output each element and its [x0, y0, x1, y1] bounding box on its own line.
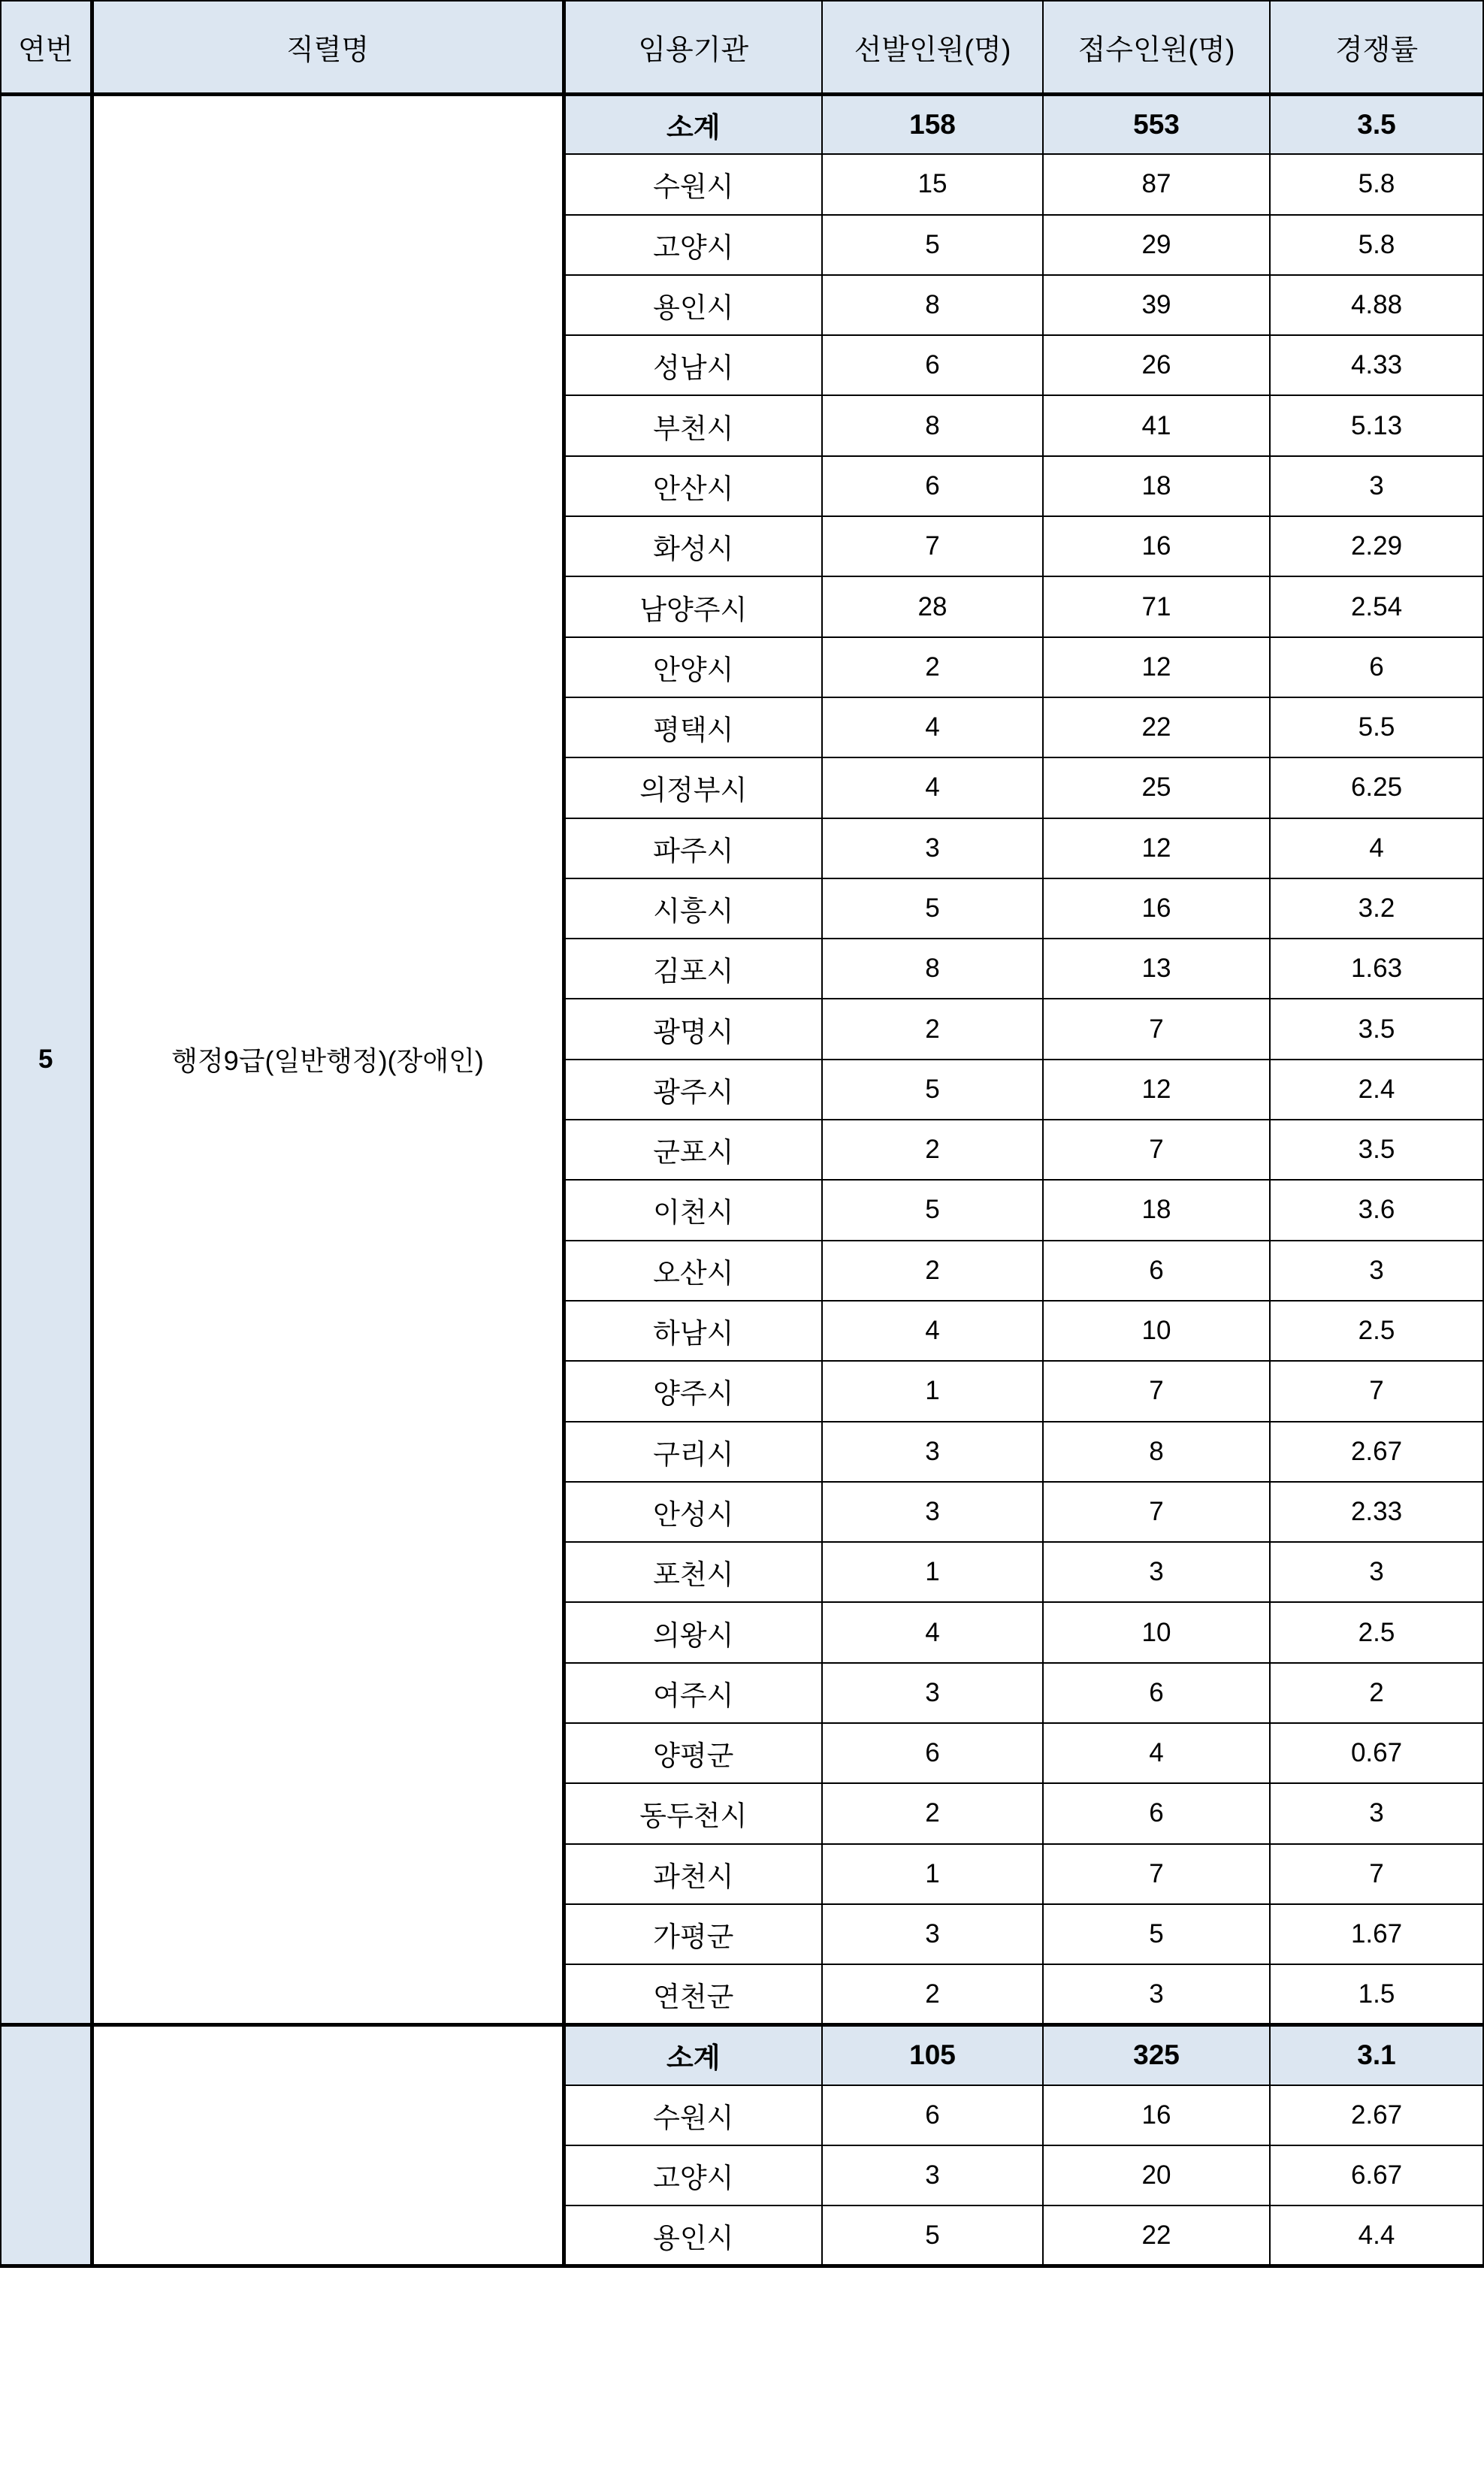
- rate-cell: 4: [1270, 818, 1483, 878]
- rate-cell: 3.2: [1270, 878, 1483, 939]
- applicants-cell: 7: [1043, 1361, 1270, 1421]
- applicants-cell: 6: [1043, 1663, 1270, 1723]
- applicants-cell: 18: [1043, 456, 1270, 516]
- selected-cell: 5: [822, 878, 1043, 939]
- org-cell: 의정부시: [564, 757, 822, 818]
- rate-cell: 7: [1270, 1844, 1483, 1904]
- rate-cell: 7: [1270, 1361, 1483, 1421]
- org-cell: 여주시: [564, 1663, 822, 1723]
- subtotal-label-cell: 소계: [564, 94, 822, 154]
- selected-cell: 8: [822, 939, 1043, 999]
- applicants-cell: 20: [1043, 2145, 1270, 2205]
- job-title-cell: 행정9급(일반행정)(장애인): [92, 94, 564, 2025]
- org-cell: 구리시: [564, 1422, 822, 1482]
- applicants-cell: 22: [1043, 697, 1270, 757]
- applicants-cell: 16: [1043, 516, 1270, 576]
- org-cell: 이천시: [564, 1180, 822, 1240]
- org-cell: 부천시: [564, 395, 822, 455]
- rate-cell: 6.67: [1270, 2145, 1483, 2205]
- selected-cell: 4: [822, 697, 1043, 757]
- rate-cell: 5.5: [1270, 697, 1483, 757]
- org-cell: 김포시: [564, 939, 822, 999]
- selected-cell: 2: [822, 1120, 1043, 1180]
- selected-cell: 8: [822, 395, 1043, 455]
- serial-number-cell: 5: [1, 94, 92, 2025]
- org-cell: 용인시: [564, 275, 822, 335]
- table-group: [1, 94, 1483, 2025]
- header-no: 연번: [1, 1, 92, 94]
- selected-cell: 4: [822, 1602, 1043, 1662]
- applicants-cell: 71: [1043, 576, 1270, 636]
- rate-cell: 3: [1270, 1542, 1483, 1602]
- org-cell: 안산시: [564, 456, 822, 516]
- subtotal-applicants-cell: 553: [1043, 94, 1270, 154]
- rate-cell: 6.25: [1270, 757, 1483, 818]
- header-org: 임용기관: [564, 1, 822, 94]
- rate-cell: 2.67: [1270, 1422, 1483, 1482]
- rate-cell: 2.5: [1270, 1602, 1483, 1662]
- header-selected: 선발인원(명): [822, 1, 1043, 94]
- org-cell: 동두천시: [564, 1783, 822, 1843]
- applicants-cell: 7: [1043, 1120, 1270, 1180]
- selected-cell: 2: [822, 999, 1043, 1059]
- selected-cell: 3: [822, 2145, 1043, 2205]
- subtotal-applicants-cell: 325: [1043, 2025, 1270, 2085]
- subtotal-rate-cell: 3.1: [1270, 2025, 1483, 2085]
- applicants-cell: 29: [1043, 215, 1270, 275]
- rate-cell: 2.5: [1270, 1301, 1483, 1361]
- subtotal-label-cell: 소계: [564, 2025, 822, 2085]
- rate-cell: 1.67: [1270, 1904, 1483, 1964]
- header-applicants: 접수인원(명): [1043, 1, 1270, 94]
- org-cell: 평택시: [564, 697, 822, 757]
- header-rate: 경쟁률: [1270, 1, 1483, 94]
- applicants-cell: 16: [1043, 2085, 1270, 2145]
- org-cell: 양평군: [564, 1723, 822, 1783]
- rate-cell: 3: [1270, 1241, 1483, 1301]
- org-cell: 의왕시: [564, 1602, 822, 1662]
- rate-cell: 5.8: [1270, 154, 1483, 214]
- header-job: 직렬명: [92, 1, 564, 94]
- org-cell: 양주시: [564, 1361, 822, 1421]
- applicants-cell: 18: [1043, 1180, 1270, 1240]
- selected-cell: 1: [822, 1844, 1043, 1904]
- selected-cell: 3: [822, 1482, 1043, 1542]
- rate-cell: 3: [1270, 1783, 1483, 1843]
- applicants-cell: 12: [1043, 818, 1270, 878]
- rate-cell: 3.6: [1270, 1180, 1483, 1240]
- applicants-cell: 10: [1043, 1602, 1270, 1662]
- subtotal-selected-cell: 105: [822, 2025, 1043, 2085]
- org-cell: 안양시: [564, 637, 822, 697]
- applicants-cell: 41: [1043, 395, 1270, 455]
- org-cell: 군포시: [564, 1120, 822, 1180]
- rate-cell: 2.33: [1270, 1482, 1483, 1542]
- rate-cell: 5.13: [1270, 395, 1483, 455]
- serial-number-cell: [1, 2025, 92, 2266]
- rate-cell: 6: [1270, 637, 1483, 697]
- applicants-cell: 7: [1043, 1482, 1270, 1542]
- subtotal-row: [1, 2025, 1483, 2085]
- selected-cell: 5: [822, 1180, 1043, 1240]
- org-cell: 남양주시: [564, 576, 822, 636]
- rate-cell: 3.5: [1270, 999, 1483, 1059]
- applicants-cell: 6: [1043, 1241, 1270, 1301]
- selected-cell: 6: [822, 335, 1043, 395]
- rate-cell: 2.67: [1270, 2085, 1483, 2145]
- applicants-cell: 12: [1043, 637, 1270, 697]
- selected-cell: 3: [822, 1904, 1043, 1964]
- org-cell: 용인시: [564, 2205, 822, 2266]
- subtotal-rate-cell: 3.5: [1270, 94, 1483, 154]
- applicants-cell: 16: [1043, 878, 1270, 939]
- applicants-cell: 10: [1043, 1301, 1270, 1361]
- rate-cell: 1.5: [1270, 1964, 1483, 2024]
- selected-cell: 1: [822, 1361, 1043, 1421]
- applicants-cell: 25: [1043, 757, 1270, 818]
- org-cell: 오산시: [564, 1241, 822, 1301]
- selected-cell: 3: [822, 1422, 1043, 1482]
- selected-cell: 3: [822, 818, 1043, 878]
- org-cell: 가평군: [564, 1904, 822, 1964]
- job-title-cell: [92, 2025, 564, 2266]
- rate-cell: 5.8: [1270, 215, 1483, 275]
- selected-cell: 1: [822, 1542, 1043, 1602]
- org-cell: 과천시: [564, 1844, 822, 1904]
- org-cell: 시흥시: [564, 878, 822, 939]
- selected-cell: 4: [822, 757, 1043, 818]
- org-cell: 포천시: [564, 1542, 822, 1602]
- selected-cell: 5: [822, 2205, 1043, 2266]
- applicants-cell: 3: [1043, 1542, 1270, 1602]
- rate-cell: 1.63: [1270, 939, 1483, 999]
- rate-cell: 3: [1270, 456, 1483, 516]
- applicants-cell: 8: [1043, 1422, 1270, 1482]
- rate-cell: 4.4: [1270, 2205, 1483, 2266]
- subtotal-row: [1, 94, 1483, 154]
- org-cell: 수원시: [564, 154, 822, 214]
- applicants-cell: 26: [1043, 335, 1270, 395]
- table-group: [1, 2025, 1483, 2266]
- org-cell: 파주시: [564, 818, 822, 878]
- selected-cell: 2: [822, 1783, 1043, 1843]
- selected-cell: 5: [822, 215, 1043, 275]
- header-row: [1, 1, 1483, 94]
- selected-cell: 4: [822, 1301, 1043, 1361]
- applicants-cell: 7: [1043, 999, 1270, 1059]
- rate-cell: 2: [1270, 1663, 1483, 1723]
- applicants-cell: 6: [1043, 1783, 1270, 1843]
- selected-cell: 2: [822, 637, 1043, 697]
- rate-cell: 0.67: [1270, 1723, 1483, 1783]
- selected-cell: 2: [822, 1964, 1043, 2024]
- org-cell: 성남시: [564, 335, 822, 395]
- applicants-cell: 7: [1043, 1844, 1270, 1904]
- org-cell: 수원시: [564, 2085, 822, 2145]
- selected-cell: 5: [822, 1060, 1043, 1120]
- selected-cell: 6: [822, 1723, 1043, 1783]
- org-cell: 고양시: [564, 2145, 822, 2205]
- applicants-cell: 5: [1043, 1904, 1270, 1964]
- org-cell: 광주시: [564, 1060, 822, 1120]
- rate-cell: 3.5: [1270, 1120, 1483, 1180]
- rate-cell: 2.54: [1270, 576, 1483, 636]
- rate-cell: 4.88: [1270, 275, 1483, 335]
- selected-cell: 3: [822, 1663, 1043, 1723]
- selected-cell: 8: [822, 275, 1043, 335]
- org-cell: 안성시: [564, 1482, 822, 1542]
- applicants-cell: 12: [1043, 1060, 1270, 1120]
- org-cell: 고양시: [564, 215, 822, 275]
- org-cell: 연천군: [564, 1964, 822, 2024]
- selected-cell: 28: [822, 576, 1043, 636]
- org-cell: 하남시: [564, 1301, 822, 1361]
- selected-cell: 7: [822, 516, 1043, 576]
- applicants-cell: 3: [1043, 1964, 1270, 2024]
- rate-cell: 4.33: [1270, 335, 1483, 395]
- selected-cell: 2: [822, 1241, 1043, 1301]
- org-cell: 화성시: [564, 516, 822, 576]
- applicants-cell: 13: [1043, 939, 1270, 999]
- org-cell: 광명시: [564, 999, 822, 1059]
- applicants-cell: 87: [1043, 154, 1270, 214]
- applicants-cell: 22: [1043, 2205, 1270, 2266]
- selected-cell: 6: [822, 2085, 1043, 2145]
- selected-cell: 15: [822, 154, 1043, 214]
- subtotal-selected-cell: 158: [822, 94, 1043, 154]
- rate-cell: 2.29: [1270, 516, 1483, 576]
- applicants-cell: 39: [1043, 275, 1270, 335]
- applicants-cell: 4: [1043, 1723, 1270, 1783]
- selected-cell: 6: [822, 456, 1043, 516]
- rate-cell: 2.4: [1270, 1060, 1483, 1120]
